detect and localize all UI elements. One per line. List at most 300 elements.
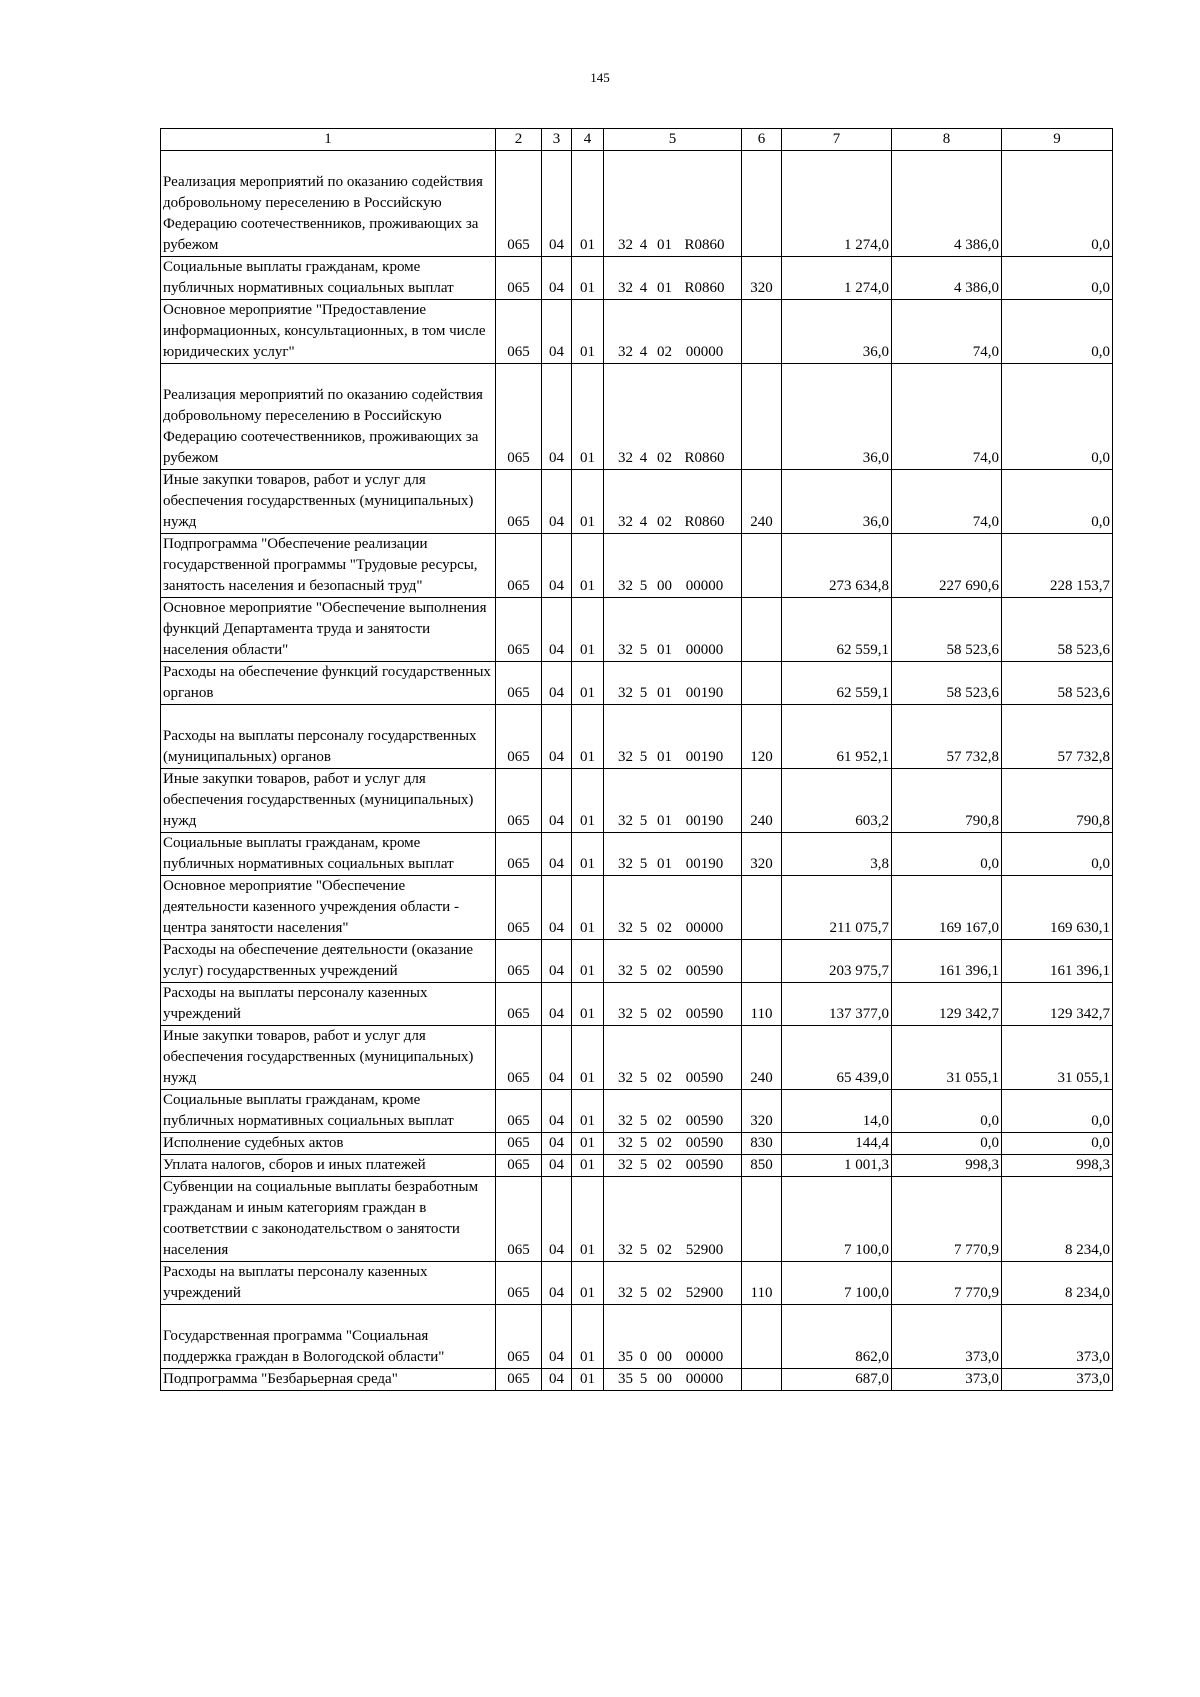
target-article-part: 32 bbox=[618, 450, 633, 466]
amount-col-8: 790,8 bbox=[892, 769, 1002, 833]
target-article-part: 02 bbox=[657, 920, 672, 936]
table-row bbox=[161, 598, 1113, 662]
target-article-part: 00590 bbox=[685, 1135, 724, 1151]
table-row bbox=[161, 1026, 1113, 1090]
expense-type-code: 830 bbox=[742, 1133, 782, 1155]
amount-col-8: 0,0 bbox=[892, 833, 1002, 876]
target-article-part: 5 bbox=[639, 578, 648, 594]
header-col-8: 8 bbox=[892, 129, 1002, 151]
target-article-part: 32 bbox=[618, 578, 633, 594]
section-code: 04 bbox=[542, 300, 572, 364]
row-name-cell bbox=[161, 151, 496, 257]
row-name: Основное мероприятие "Обеспечение выполнения функций Департамента труда и занятости населения области" bbox=[163, 600, 487, 658]
row-name-cell bbox=[161, 364, 496, 470]
target-article-part: 00000 bbox=[685, 344, 724, 360]
target-article-part: R0860 bbox=[684, 450, 725, 466]
section-code: 04 bbox=[542, 1133, 572, 1155]
target-article-code bbox=[604, 1177, 742, 1262]
amount-col-9: 790,8 bbox=[1002, 769, 1113, 833]
subsection-code: 01 bbox=[572, 1305, 604, 1369]
target-article-part: 32 bbox=[618, 685, 633, 701]
amount-col-8: 373,0 bbox=[892, 1369, 1002, 1391]
target-article-part: 32 bbox=[618, 514, 633, 530]
row-name-cell bbox=[161, 598, 496, 662]
table-header bbox=[161, 129, 1113, 151]
expense-type-code bbox=[742, 300, 782, 364]
section-code: 04 bbox=[542, 1155, 572, 1177]
header-col-7: 7 bbox=[782, 129, 892, 151]
section-code: 04 bbox=[542, 534, 572, 598]
header-col-9: 9 bbox=[1002, 129, 1113, 151]
target-article-part: 00590 bbox=[685, 963, 724, 979]
expense-type-code: 240 bbox=[742, 769, 782, 833]
target-article-part: 5 bbox=[639, 1285, 648, 1301]
subsection-code: 01 bbox=[572, 1133, 604, 1155]
expense-type-code bbox=[742, 876, 782, 940]
target-article-part: 32 bbox=[618, 344, 633, 360]
table-row bbox=[161, 876, 1113, 940]
amount-col-8: 58 523,6 bbox=[892, 662, 1002, 705]
target-article-part: 00000 bbox=[685, 1371, 724, 1387]
amount-col-9: 129 342,7 bbox=[1002, 983, 1113, 1026]
target-article-code bbox=[604, 598, 742, 662]
ministry-code: 065 bbox=[496, 1177, 542, 1262]
amount-col-9: 161 396,1 bbox=[1002, 940, 1113, 983]
amount-col-9: 0,0 bbox=[1002, 364, 1113, 470]
target-article-code bbox=[604, 1026, 742, 1090]
amount-col-8: 373,0 bbox=[892, 1305, 1002, 1369]
table-row bbox=[161, 1369, 1113, 1391]
target-article-part: 02 bbox=[657, 344, 672, 360]
target-article-code bbox=[604, 1155, 742, 1177]
header-col-2: 2 bbox=[496, 129, 542, 151]
table-row bbox=[161, 1155, 1113, 1177]
target-article-code bbox=[604, 1090, 742, 1133]
row-name-cell bbox=[161, 662, 496, 705]
target-article-part: 4 bbox=[639, 514, 648, 530]
target-article-part: 00000 bbox=[685, 1349, 724, 1365]
target-article-part: R0860 bbox=[684, 237, 725, 253]
target-article-part: 02 bbox=[657, 450, 672, 466]
target-article-part: 02 bbox=[657, 1070, 672, 1086]
row-name: Исполнение судебных актов bbox=[163, 1135, 344, 1151]
table-row bbox=[161, 1133, 1113, 1155]
target-article-part: 00590 bbox=[685, 1070, 724, 1086]
target-article-part: 5 bbox=[639, 1113, 648, 1129]
amount-col-9: 8 234,0 bbox=[1002, 1177, 1113, 1262]
row-name: Расходы на обеспечение деятельности (оказание услуг) государственных учреждений bbox=[163, 942, 474, 979]
row-name-cell bbox=[161, 534, 496, 598]
amount-col-9: 373,0 bbox=[1002, 1305, 1113, 1369]
target-article-part: 32 bbox=[618, 920, 633, 936]
amount-col-8: 129 342,7 bbox=[892, 983, 1002, 1026]
row-name: Субвенции на социальные выплаты безработным гражданам и иным категориям граждан в соответствии с законодательством о занятости населения bbox=[163, 1179, 479, 1258]
subsection-code: 01 bbox=[572, 940, 604, 983]
section-code: 04 bbox=[542, 257, 572, 300]
amount-col-7: 14,0 bbox=[782, 1090, 892, 1133]
row-name: Расходы на обеспечение функций государственных органов bbox=[163, 664, 491, 701]
amount-col-8: 31 055,1 bbox=[892, 1026, 1002, 1090]
ministry-code: 065 bbox=[496, 833, 542, 876]
expense-type-code bbox=[742, 1305, 782, 1369]
amount-col-8: 58 523,6 bbox=[892, 598, 1002, 662]
table-row bbox=[161, 1177, 1113, 1262]
amount-col-8: 0,0 bbox=[892, 1133, 1002, 1155]
expense-type-code bbox=[742, 534, 782, 598]
header-col-5: 5 bbox=[604, 129, 742, 151]
table-row bbox=[161, 769, 1113, 833]
ministry-code: 065 bbox=[496, 983, 542, 1026]
section-code: 04 bbox=[542, 769, 572, 833]
table-row bbox=[161, 705, 1113, 769]
subsection-code: 01 bbox=[572, 1026, 604, 1090]
section-code: 04 bbox=[542, 1369, 572, 1391]
target-article-part: 32 bbox=[618, 856, 633, 872]
header-col-3: 3 bbox=[542, 129, 572, 151]
subsection-code: 01 bbox=[572, 364, 604, 470]
target-article-part: 00190 bbox=[685, 856, 724, 872]
target-article-part: 32 bbox=[618, 1157, 633, 1173]
expense-type-code bbox=[742, 1177, 782, 1262]
row-name: Социальные выплаты гражданам, кроме публичных нормативных социальных выплат bbox=[163, 835, 454, 872]
amount-col-8: 169 167,0 bbox=[892, 876, 1002, 940]
target-article-part: 32 bbox=[618, 1113, 633, 1129]
table-body bbox=[161, 151, 1113, 1391]
ministry-code: 065 bbox=[496, 705, 542, 769]
target-article-part: 4 bbox=[639, 237, 648, 253]
expense-type-code: 120 bbox=[742, 705, 782, 769]
target-article-part: 0 bbox=[639, 1349, 648, 1365]
amount-col-7: 144,4 bbox=[782, 1133, 892, 1155]
target-article-part: 32 bbox=[618, 1242, 633, 1258]
amount-col-8: 7 770,9 bbox=[892, 1262, 1002, 1305]
section-code: 04 bbox=[542, 1305, 572, 1369]
target-article-part: 00 bbox=[657, 578, 672, 594]
section-code: 04 bbox=[542, 364, 572, 470]
target-article-part: 5 bbox=[639, 749, 648, 765]
row-name: Основное мероприятие "Предоставление информационных, консультационных, в том числе юридических услуг" bbox=[163, 302, 486, 360]
page-number: 145 bbox=[590, 70, 610, 85]
amount-col-8: 0,0 bbox=[892, 1090, 1002, 1133]
ministry-code: 065 bbox=[496, 151, 542, 257]
table-row bbox=[161, 300, 1113, 364]
target-article-part: 01 bbox=[657, 856, 672, 872]
row-name-cell bbox=[161, 876, 496, 940]
table-row bbox=[161, 1090, 1113, 1133]
ministry-code: 065 bbox=[496, 1026, 542, 1090]
table-row bbox=[161, 534, 1113, 598]
row-name-cell bbox=[161, 1305, 496, 1369]
ministry-code: 065 bbox=[496, 534, 542, 598]
target-article-part: 4 bbox=[639, 280, 648, 296]
amount-col-7: 7 100,0 bbox=[782, 1177, 892, 1262]
target-article-part: 00000 bbox=[685, 578, 724, 594]
target-article-part: 00 bbox=[657, 1371, 672, 1387]
row-name-cell bbox=[161, 983, 496, 1026]
target-article-part: 02 bbox=[657, 1006, 672, 1022]
target-article-part: 32 bbox=[618, 642, 633, 658]
amount-col-7: 65 439,0 bbox=[782, 1026, 892, 1090]
row-name: Социальные выплаты гражданам, кроме публичных нормативных социальных выплат bbox=[163, 259, 454, 296]
subsection-code: 01 bbox=[572, 1177, 604, 1262]
expense-type-code: 240 bbox=[742, 1026, 782, 1090]
section-code: 04 bbox=[542, 662, 572, 705]
row-name: Социальные выплаты гражданам, кроме публичных нормативных социальных выплат bbox=[163, 1092, 454, 1129]
amount-col-9: 0,0 bbox=[1002, 1090, 1113, 1133]
row-name: Реализация мероприятий по оказанию содействия добровольному переселению в Российскую Федерацию соотечественников, проживающих за рубежом bbox=[163, 387, 483, 466]
target-article-part: 01 bbox=[657, 642, 672, 658]
section-code: 04 bbox=[542, 1090, 572, 1133]
amount-col-8: 4 386,0 bbox=[892, 257, 1002, 300]
target-article-part: 32 bbox=[618, 1135, 633, 1151]
section-code: 04 bbox=[542, 151, 572, 257]
target-article-part: 02 bbox=[657, 1242, 672, 1258]
table-row bbox=[161, 1262, 1113, 1305]
target-article-part: 32 bbox=[618, 237, 633, 253]
amount-col-7: 36,0 bbox=[782, 364, 892, 470]
subsection-code: 01 bbox=[572, 1369, 604, 1391]
amount-col-9: 8 234,0 bbox=[1002, 1262, 1113, 1305]
table-row bbox=[161, 470, 1113, 534]
amount-col-9: 998,3 bbox=[1002, 1155, 1113, 1177]
table-row bbox=[161, 983, 1113, 1026]
target-article-part: 01 bbox=[657, 749, 672, 765]
subsection-code: 01 bbox=[572, 1262, 604, 1305]
target-article-part: 02 bbox=[657, 1135, 672, 1151]
target-article-part: 02 bbox=[657, 1157, 672, 1173]
subsection-code: 01 bbox=[572, 257, 604, 300]
table-row bbox=[161, 257, 1113, 300]
amount-col-9: 0,0 bbox=[1002, 470, 1113, 534]
expense-type-code: 320 bbox=[742, 1090, 782, 1133]
target-article-part: 32 bbox=[618, 749, 633, 765]
section-code: 04 bbox=[542, 983, 572, 1026]
header-col-1: 1 bbox=[161, 129, 496, 151]
target-article-part: 01 bbox=[657, 237, 672, 253]
row-name-cell bbox=[161, 1133, 496, 1155]
target-article-code bbox=[604, 705, 742, 769]
expense-type-code: 320 bbox=[742, 833, 782, 876]
ministry-code: 065 bbox=[496, 876, 542, 940]
amount-col-7: 3,8 bbox=[782, 833, 892, 876]
ministry-code: 065 bbox=[496, 940, 542, 983]
target-article-part: 35 bbox=[618, 1349, 633, 1365]
table-row bbox=[161, 151, 1113, 257]
amount-col-7: 62 559,1 bbox=[782, 662, 892, 705]
ministry-code: 065 bbox=[496, 1155, 542, 1177]
ministry-code: 065 bbox=[496, 1133, 542, 1155]
expense-type-code: 110 bbox=[742, 1262, 782, 1305]
subsection-code: 01 bbox=[572, 470, 604, 534]
target-article-part: 5 bbox=[639, 856, 648, 872]
target-article-part: R0860 bbox=[684, 514, 725, 530]
section-code: 04 bbox=[542, 833, 572, 876]
amount-col-9: 0,0 bbox=[1002, 257, 1113, 300]
target-article-code bbox=[604, 364, 742, 470]
row-name: Основное мероприятие "Обеспечение деятельности казенного учреждения области - центра занятости населения" bbox=[163, 878, 459, 936]
header-col-6: 6 bbox=[742, 129, 782, 151]
expense-type-code bbox=[742, 1369, 782, 1391]
amount-col-9: 228 153,7 bbox=[1002, 534, 1113, 598]
budget-table bbox=[160, 128, 1113, 1391]
target-article-part: 00590 bbox=[685, 1006, 724, 1022]
amount-col-9: 31 055,1 bbox=[1002, 1026, 1113, 1090]
target-article-part: 32 bbox=[618, 280, 633, 296]
row-name: Уплата налогов, сборов и иных платежей bbox=[163, 1157, 426, 1173]
target-article-code bbox=[604, 1133, 742, 1155]
target-article-code bbox=[604, 769, 742, 833]
row-name: Иные закупки товаров, работ и услуг для обеспечения государственных (муниципальных) нужд bbox=[163, 472, 474, 530]
table-row bbox=[161, 364, 1113, 470]
amount-col-7: 36,0 bbox=[782, 470, 892, 534]
row-name-cell bbox=[161, 1369, 496, 1391]
target-article-part: 01 bbox=[657, 813, 672, 829]
subsection-code: 01 bbox=[572, 662, 604, 705]
target-article-code bbox=[604, 1262, 742, 1305]
target-article-code bbox=[604, 151, 742, 257]
amount-col-8: 4 386,0 bbox=[892, 151, 1002, 257]
target-article-part: 4 bbox=[639, 344, 648, 360]
row-name: Расходы на выплаты персоналу казенных учреждений bbox=[163, 1264, 428, 1301]
section-code: 04 bbox=[542, 940, 572, 983]
ministry-code: 065 bbox=[496, 470, 542, 534]
target-article-part: 5 bbox=[639, 1070, 648, 1086]
row-name: Реализация мероприятий по оказанию содействия добровольному переселению в Российскую Федерацию соотечественников, проживающих за рубежом bbox=[163, 174, 483, 253]
subsection-code: 01 bbox=[572, 705, 604, 769]
amount-col-8: 227 690,6 bbox=[892, 534, 1002, 598]
section-code: 04 bbox=[542, 470, 572, 534]
amount-col-9: 0,0 bbox=[1002, 1133, 1113, 1155]
target-article-code bbox=[604, 534, 742, 598]
target-article-part: 32 bbox=[618, 813, 633, 829]
row-name-cell bbox=[161, 257, 496, 300]
target-article-part: 4 bbox=[639, 450, 648, 466]
target-article-part: 00000 bbox=[685, 920, 724, 936]
table-row bbox=[161, 662, 1113, 705]
subsection-code: 01 bbox=[572, 876, 604, 940]
amount-col-9: 58 523,6 bbox=[1002, 598, 1113, 662]
section-code: 04 bbox=[542, 876, 572, 940]
target-article-part: 02 bbox=[657, 963, 672, 979]
target-article-code bbox=[604, 662, 742, 705]
target-article-part: 00190 bbox=[685, 685, 724, 701]
target-article-code bbox=[604, 1369, 742, 1391]
subsection-code: 01 bbox=[572, 300, 604, 364]
amount-col-7: 36,0 bbox=[782, 300, 892, 364]
target-article-part: 32 bbox=[618, 963, 633, 979]
target-article-part: 00190 bbox=[685, 813, 724, 829]
table-row bbox=[161, 940, 1113, 983]
subsection-code: 01 bbox=[572, 534, 604, 598]
amount-col-9: 57 732,8 bbox=[1002, 705, 1113, 769]
target-article-part: 5 bbox=[639, 642, 648, 658]
ministry-code: 065 bbox=[496, 364, 542, 470]
amount-col-9: 0,0 bbox=[1002, 151, 1113, 257]
target-article-part: 00 bbox=[657, 1349, 672, 1365]
ministry-code: 065 bbox=[496, 1305, 542, 1369]
target-article-code bbox=[604, 1305, 742, 1369]
ministry-code: 065 bbox=[496, 1090, 542, 1133]
row-name-cell bbox=[161, 1262, 496, 1305]
row-name-cell bbox=[161, 1155, 496, 1177]
header-row bbox=[161, 129, 1113, 151]
expense-type-code: 850 bbox=[742, 1155, 782, 1177]
target-article-part: 5 bbox=[639, 1006, 648, 1022]
expense-type-code bbox=[742, 151, 782, 257]
target-article-part: 01 bbox=[657, 685, 672, 701]
amount-col-7: 1 274,0 bbox=[782, 257, 892, 300]
target-article-code bbox=[604, 940, 742, 983]
row-name-cell bbox=[161, 470, 496, 534]
amount-col-8: 161 396,1 bbox=[892, 940, 1002, 983]
amount-col-8: 998,3 bbox=[892, 1155, 1002, 1177]
amount-col-7: 1 274,0 bbox=[782, 151, 892, 257]
amount-col-7: 7 100,0 bbox=[782, 1262, 892, 1305]
row-name-cell bbox=[161, 1177, 496, 1262]
table-row bbox=[161, 1305, 1113, 1369]
amount-col-9: 0,0 bbox=[1002, 833, 1113, 876]
amount-col-9: 0,0 bbox=[1002, 300, 1113, 364]
target-article-part: 5 bbox=[639, 1371, 648, 1387]
row-name-cell bbox=[161, 769, 496, 833]
ministry-code: 065 bbox=[496, 769, 542, 833]
target-article-code bbox=[604, 257, 742, 300]
ministry-code: 065 bbox=[496, 257, 542, 300]
ministry-code: 065 bbox=[496, 300, 542, 364]
amount-col-8: 74,0 bbox=[892, 470, 1002, 534]
target-article-code bbox=[604, 876, 742, 940]
subsection-code: 01 bbox=[572, 151, 604, 257]
row-name-cell bbox=[161, 833, 496, 876]
amount-col-8: 74,0 bbox=[892, 300, 1002, 364]
subsection-code: 01 bbox=[572, 833, 604, 876]
row-name: Расходы на выплаты персоналу государственных (муниципальных) органов bbox=[163, 728, 477, 765]
amount-col-7: 687,0 bbox=[782, 1369, 892, 1391]
expense-type-code: 320 bbox=[742, 257, 782, 300]
row-name: Иные закупки товаров, работ и услуг для обеспечения государственных (муниципальных) нужд bbox=[163, 1028, 474, 1086]
amount-col-7: 62 559,1 bbox=[782, 598, 892, 662]
subsection-code: 01 bbox=[572, 598, 604, 662]
amount-col-7: 862,0 bbox=[782, 1305, 892, 1369]
row-name: Подпрограмма "Безбарьерная среда" bbox=[163, 1371, 398, 1387]
target-article-code bbox=[604, 470, 742, 534]
row-name: Подпрограмма "Обеспечение реализации государственной программы "Трудовые ресурсы, занятость населения и безопасный труд" bbox=[163, 536, 478, 594]
target-article-part: 32 bbox=[618, 1006, 633, 1022]
target-article-part: 5 bbox=[639, 963, 648, 979]
target-article-part: 01 bbox=[657, 280, 672, 296]
ministry-code: 065 bbox=[496, 598, 542, 662]
target-article-part: 5 bbox=[639, 1135, 648, 1151]
section-code: 04 bbox=[542, 1262, 572, 1305]
expense-type-code: 240 bbox=[742, 470, 782, 534]
target-article-part: 00190 bbox=[685, 749, 724, 765]
row-name-cell bbox=[161, 1090, 496, 1133]
target-article-part: R0860 bbox=[684, 280, 725, 296]
target-article-part: 02 bbox=[657, 514, 672, 530]
header-col-4: 4 bbox=[572, 129, 604, 151]
target-article-part: 52900 bbox=[685, 1242, 724, 1258]
target-article-part: 02 bbox=[657, 1285, 672, 1301]
subsection-code: 01 bbox=[572, 1155, 604, 1177]
ministry-code: 065 bbox=[496, 662, 542, 705]
table-row bbox=[161, 833, 1113, 876]
target-article-part: 35 bbox=[618, 1371, 633, 1387]
amount-col-9: 58 523,6 bbox=[1002, 662, 1113, 705]
target-article-part: 5 bbox=[639, 813, 648, 829]
target-article-part: 5 bbox=[639, 1242, 648, 1258]
subsection-code: 01 bbox=[572, 1090, 604, 1133]
target-article-part: 5 bbox=[639, 920, 648, 936]
